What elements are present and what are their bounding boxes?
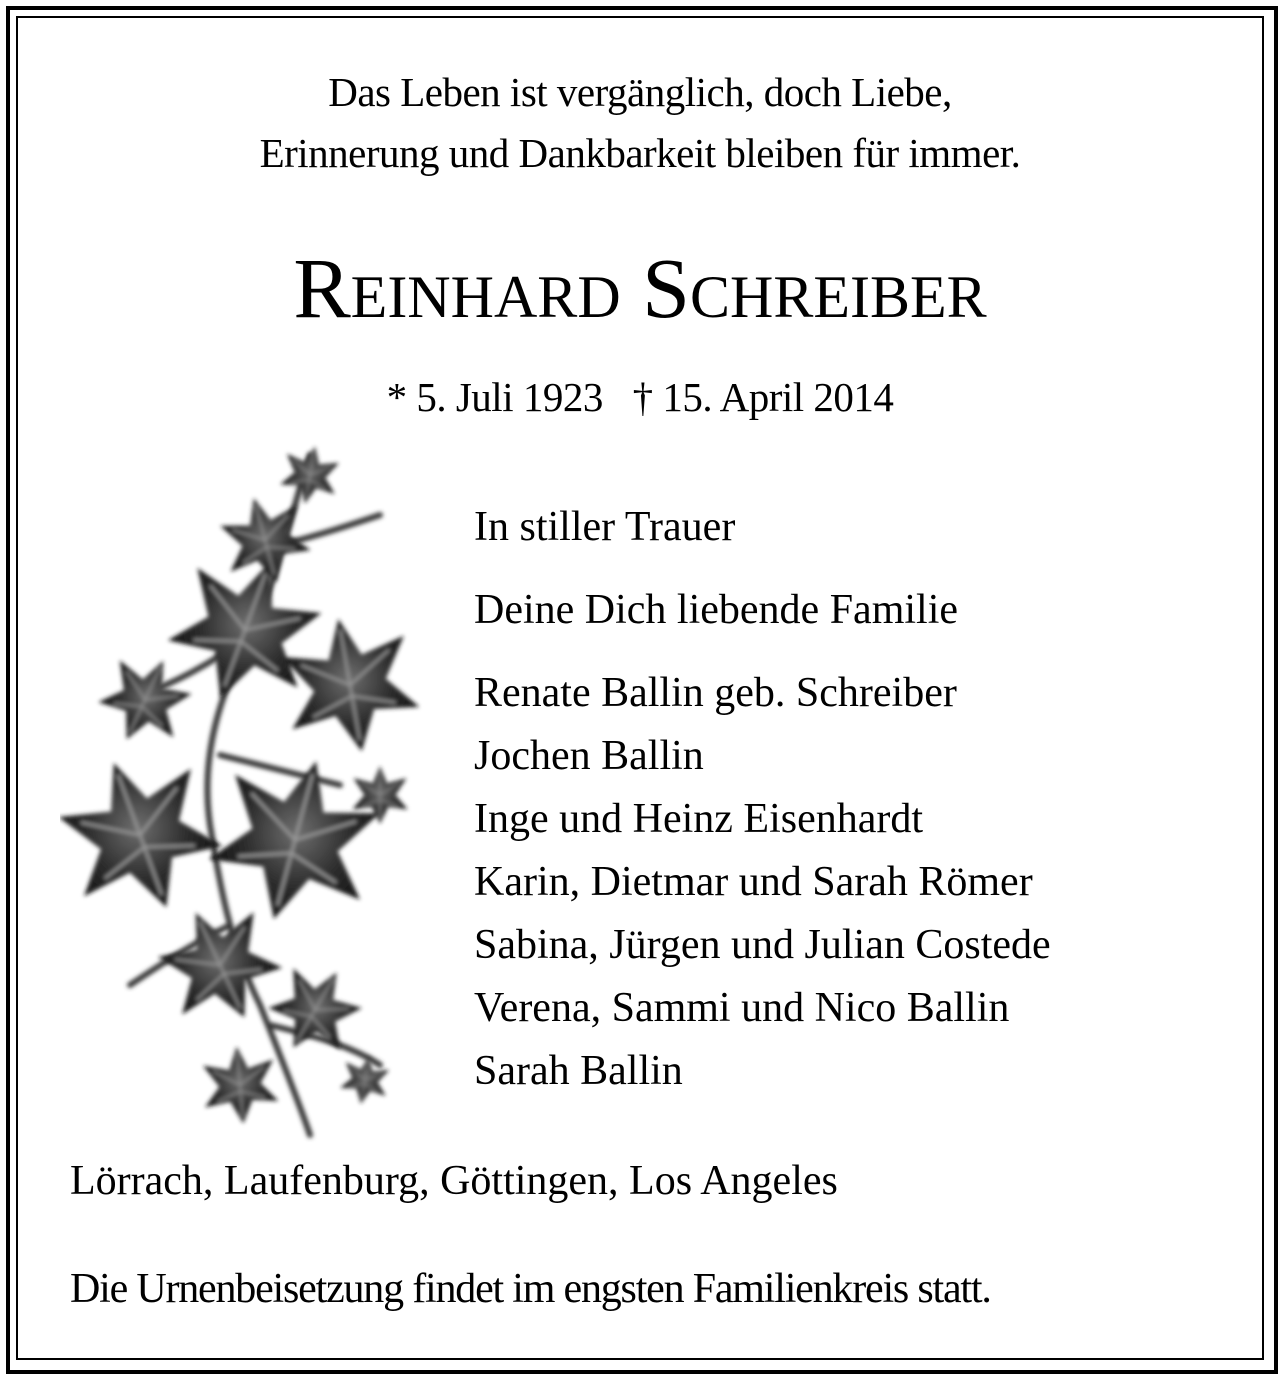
mourner-name: Jochen Ballin: [474, 733, 704, 779]
mourner-name: Karin, Dietmar und Sarah Römer: [474, 859, 1033, 905]
deceased-name: Reinhard Schreiber: [293, 240, 987, 336]
funeral-note: Die Urnenbeisetzung findet im engsten Familienkreis statt.: [70, 1266, 991, 1312]
mourner-name: Renate Ballin geb. Schreiber: [474, 670, 957, 716]
motto-line-1: Das Leben ist vergänglich, doch Liebe,: [328, 69, 952, 115]
mourning-intro: In stiller Trauer: [474, 504, 736, 550]
motto: [0, 62, 1280, 184]
mourner-name: Sabina, Jürgen und Julian Costede: [474, 922, 1051, 968]
mourner-name: Inge und Heinz Eisenhardt: [474, 796, 924, 842]
life-dates: [0, 372, 1280, 422]
mourning-block: [474, 496, 1051, 1103]
death-date: † 15. April 2014: [632, 374, 894, 420]
mourner-name: Sarah Ballin: [474, 1048, 683, 1094]
ivy-branch-icon: [60, 425, 440, 1145]
birth-date: * 5. Juli 1923: [386, 374, 603, 420]
family-line: Deine Dich liebende Familie: [474, 587, 959, 633]
mourner-name: Verena, Sammi und Nico Ballin: [474, 985, 1010, 1031]
motto-line-2: Erinnerung und Dankbarkeit bleiben für immer.: [259, 130, 1021, 176]
places-line: Lörrach, Laufenburg, Göttingen, Los Angeles: [70, 1158, 838, 1204]
